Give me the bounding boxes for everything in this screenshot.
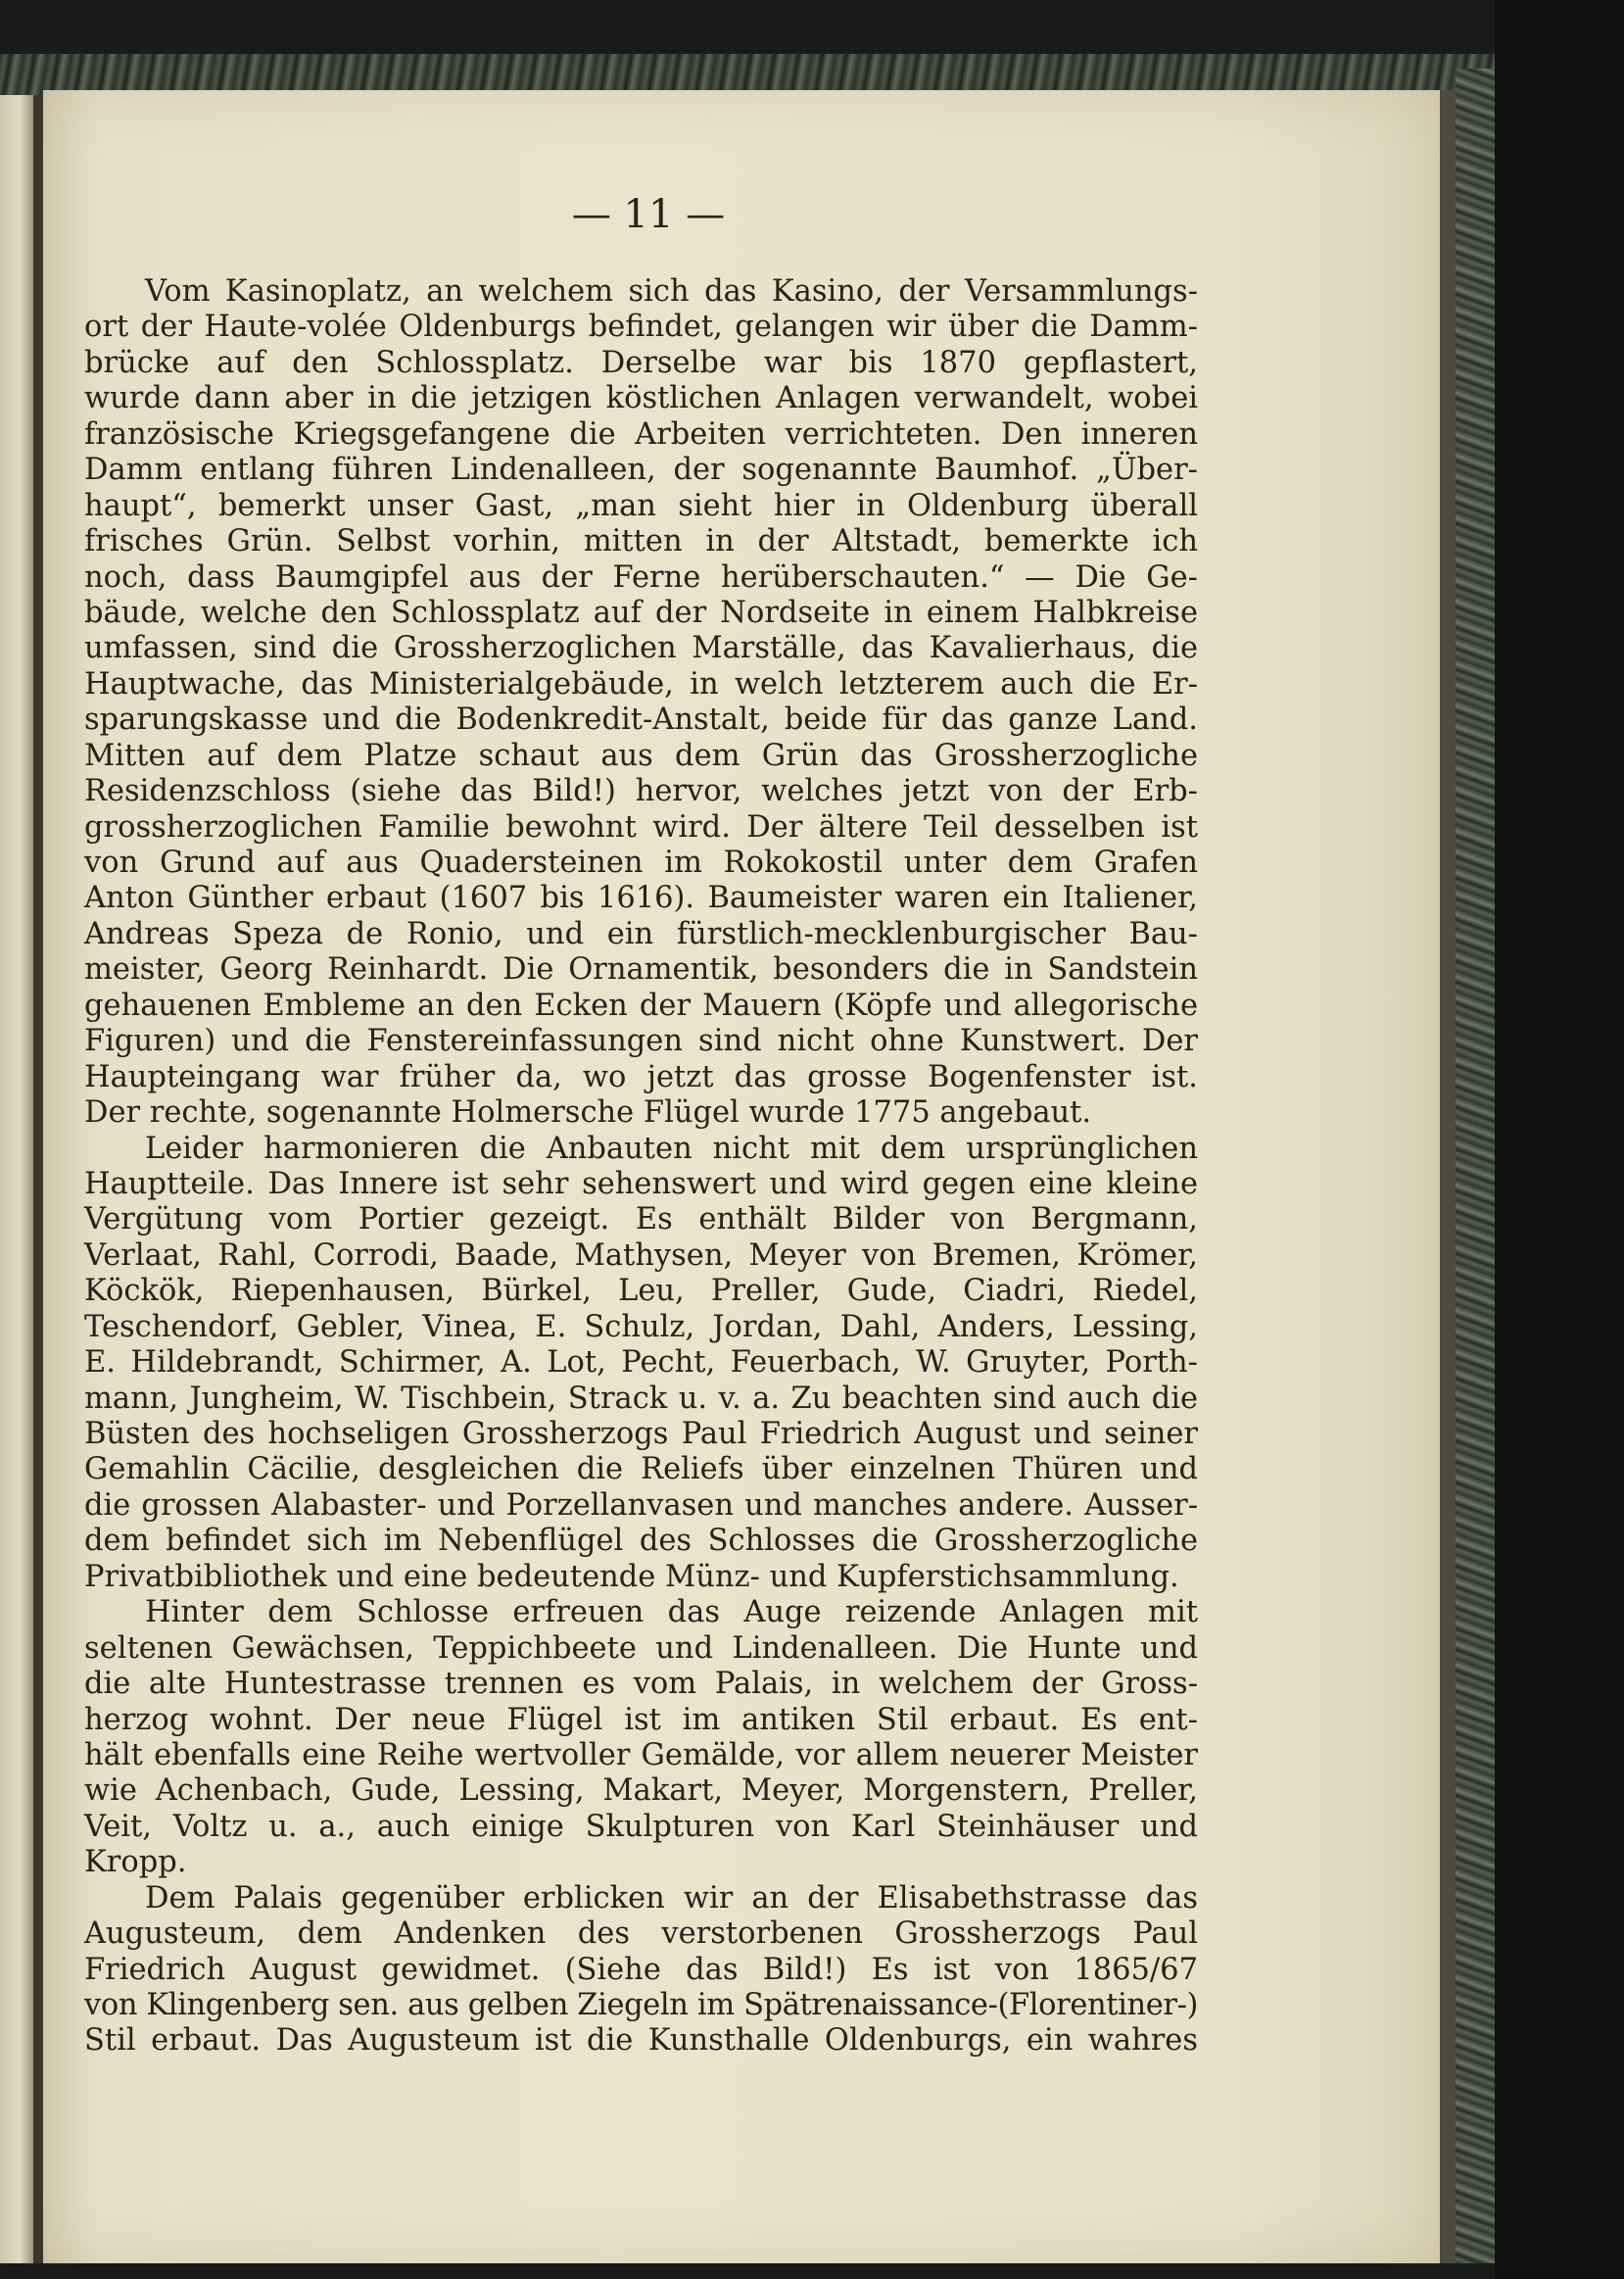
- text-line: noch, dass Baumgipfel aus der Ferne herüberschauten.“ — Die Ge-: [84, 559, 1198, 595]
- text-line: von Klingenberg sen. aus gelben Ziegeln im Spätrenaissance-(Florentiner-): [84, 1988, 1198, 2022]
- text-line: Der rechte, sogenannte Holmersche Flügel wurde 1775 angebaut.: [84, 1095, 1092, 1131]
- book-cover-edge: [1456, 69, 1495, 2263]
- text-line: E. Hildebrandt, Schirmer, A. Lot, Pecht, Feuerbach, W. Gruyter, Porth-: [84, 1345, 1198, 1381]
- text-line: Hauptwache, das Ministerialgebäude, in welch letzterem auch die Er-: [84, 666, 1198, 702]
- text-line: Kropp.: [84, 1845, 187, 1880]
- text-line: die alte Huntestrasse trennen es vom Palais, in welchem der Gross-: [84, 1667, 1198, 1702]
- text-line: Figuren) und die Fenstereinfassungen sind nicht ohne Kunstwert. Der: [84, 1024, 1198, 1059]
- text-line: wurde dann aber in die jetzigen köstlichen Anlagen verwandelt, wobei: [84, 381, 1198, 416]
- text-line: Vergütung vom Portier gezeigt. Es enthält Bilder von Bergmann,: [84, 1202, 1198, 1237]
- text-line: brücke auf den Schlossplatz. Derselbe war bis 1870 gepflastert,: [84, 345, 1198, 380]
- book-gutter: [33, 59, 43, 2263]
- text-line: mann, Jungheim, W. Tischbein, Strack u. v. a. Zu beachten sind auch die: [84, 1381, 1198, 1416]
- binding-top-edge: [0, 54, 1499, 95]
- text-line: Residenzschloss (siehe das Bild!) hervor, welches jetzt von der Erb-: [84, 774, 1198, 809]
- text-line: Büsten des hochseligen Grossherzogs Paul Friedrich August und seiner: [84, 1417, 1198, 1451]
- text-line: hält ebenfalls eine Reihe wertvoller Gemälde, vor allem neuerer Meister: [84, 1737, 1198, 1772]
- text-line: Vom Kasinoplatz, an welchem sich das Kasino, der Versammlungs-: [145, 274, 1198, 309]
- text-line: seltenen Gewächsen, Teppichbeete und Lindenalleen. Die Hunte und: [84, 1630, 1198, 1666]
- background-area: [1495, 0, 1624, 2279]
- text-line: französische Kriegsgefangene die Arbeiten verrichteten. Den inneren: [84, 416, 1198, 452]
- text-line: Augusteum, dem Andenken des verstorbenen Grossherzogs Paul: [84, 1916, 1198, 1952]
- text-line: Damm entlang führen Lindenalleen, der sogenannte Baumhof. „Über-: [84, 453, 1198, 488]
- text-line: haupt“, bemerkt unser Gast, „man sieht hier in Oldenburg überall: [84, 488, 1198, 523]
- facing-page-edge: [0, 59, 33, 2263]
- text-line: Leider harmonieren die Anbauten nicht mit dem ursprünglichen: [145, 1131, 1198, 1166]
- text-line: Hinter dem Schlosse erfreuen das Auge reizende Anlagen mit: [145, 1595, 1198, 1630]
- text-line: ort der Haute-volée Oldenburgs befindet, gelangen wir über die Damm-: [84, 310, 1198, 345]
- text-line: frisches Grün. Selbst vorhin, mitten in der Altstadt, bemerkte ich: [84, 524, 1198, 559]
- text-line: dem befindet sich im Nebenflügel des Schlosses die Grossherzogliche: [84, 1524, 1198, 1559]
- page-number: — 11 —: [571, 192, 726, 237]
- text-line: umfassen, sind die Grossherzoglichen Marställe, das Kavalierhaus, die: [84, 631, 1198, 666]
- text-line: gehauenen Embleme an den Ecken der Mauern (Köpfe und allegorische: [84, 988, 1198, 1023]
- text-line: Gemahlin Cäcilie, desgleichen die Reliefs über einzelnen Thüren und: [84, 1452, 1198, 1487]
- text-line: Friedrich August gewidmet. (Siehe das Bild!) Es ist von 1865/67: [84, 1952, 1198, 1987]
- text-line: Privatbibliothek und eine bedeutende Münz- und Kupferstichsammlung.: [84, 1559, 1179, 1594]
- text-line: Teschendorf, Gebler, Vinea, E. Schulz, Jordan, Dahl, Anders, Lessing,: [84, 1309, 1198, 1344]
- text-line: Mitten auf dem Platze schaut aus dem Grün das Grossherzogliche: [84, 738, 1198, 773]
- text-line: Veit, Voltz u. a., auch einige Skulpturen von Karl Steinhäuser und: [84, 1809, 1198, 1844]
- text-line: von Grund auf aus Quadersteinen im Rokokostil unter dem Grafen: [84, 846, 1198, 880]
- text-line: Dem Palais gegenüber erblicken wir an der Elisabethstrasse das: [145, 1880, 1198, 1915]
- text-line: herzog wohnt. Der neue Flügel ist im antiken Stil erbaut. Es ent-: [84, 1702, 1198, 1737]
- text-line: meister, Georg Reinhardt. Die Ornamentik, besonders die in Sandstein: [84, 952, 1198, 988]
- text-line: bäude, welche den Schlossplatz auf der Nordseite in einem Halbkreise: [84, 595, 1198, 630]
- page-edge-shadow: [1440, 90, 1456, 2263]
- text-line: sparungskasse und die Bodenkredit-Anstalt, beide für das ganze Land.: [84, 703, 1198, 738]
- text-line: Andreas Speza de Ronio, und ein fürstlich-mecklenburgischer Bau-: [84, 916, 1198, 951]
- text-line: grossherzoglichen Familie bewohnt wird. Der ältere Teil desselben ist: [84, 809, 1198, 845]
- body-text: [84, 274, 1198, 2060]
- text-line: die grossen Alabaster- und Porzellanvasen und manches andere. Ausser-: [84, 1487, 1198, 1523]
- text-line: Verlaat, Rahl, Corrodi, Baade, Mathysen, Meyer von Bremen, Krömer,: [84, 1237, 1198, 1273]
- text-line: Stil erbaut. Das Augusteum ist die Kunsthalle Oldenburgs, ein wahres: [84, 2023, 1198, 2059]
- text-line: Hauptteile. Das Innere ist sehr sehenswert und wird gegen eine kleine: [84, 1166, 1198, 1201]
- text-line: Haupteingang war früher da, wo jetzt das grosse Bogenfenster ist.: [84, 1059, 1198, 1094]
- text-line: Anton Günther erbaut (1607 bis 1616). Baumeister waren ein Italiener,: [84, 881, 1198, 916]
- text-line: wie Achenbach, Gude, Lessing, Makart, Meyer, Morgenstern, Preller,: [84, 1773, 1198, 1809]
- text-line: Köckök, Riepenhausen, Bürkel, Leu, Preller, Gude, Ciadri, Riedel,: [84, 1274, 1198, 1309]
